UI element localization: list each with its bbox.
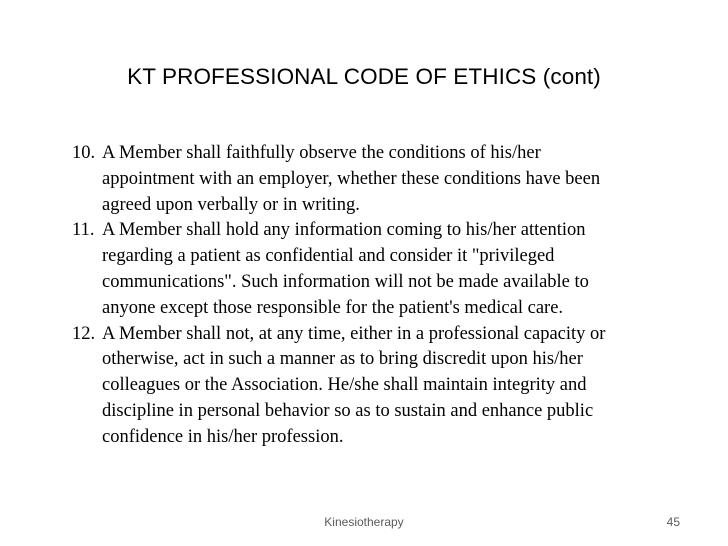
item-line: A Member shall not, at any time, either in a professional capacity or: [102, 323, 606, 344]
item-number: 10.: [72, 143, 96, 163]
item-line: colleagues or the Association. He/she shall maintain integrity and: [102, 375, 587, 396]
item-line: agreed upon verbally or in writing.: [102, 194, 360, 215]
item-number: 12.: [72, 323, 96, 344]
item-number: 11.: [72, 220, 95, 241]
item-line: anyone except those responsible for the patient's medical care.: [102, 297, 564, 318]
item-line: discipline in personal behavior so as to sustain and enhance public: [102, 400, 594, 421]
item-text: [102, 218, 672, 321]
footer-label: Kinesiotherapy: [324, 515, 404, 529]
item-line: regarding a patient as confidential and consider it "privileged: [102, 246, 555, 267]
item-line: appointment with an employer, whether these conditions have been: [102, 168, 601, 189]
page-number: 45: [666, 515, 680, 529]
item-line: otherwise, act in such a manner as to bring discredit upon his/her: [102, 349, 583, 370]
slide-title: KT PROFESSIONAL CODE OF ETHICS (cont): [127, 64, 601, 89]
item-line: confidence in his/her profession.: [102, 426, 344, 447]
list-item: [72, 322, 672, 451]
item-line: communications". Such information will not be made available to: [102, 271, 589, 292]
ethics-list: [72, 141, 672, 451]
item-line: A Member shall faithfully observe the conditions of his/her: [102, 143, 541, 163]
list-item: [72, 218, 672, 321]
item-line: A Member shall hold any information coming to his/her attention: [102, 220, 586, 241]
item-text: [102, 141, 672, 218]
list-item: [72, 141, 672, 218]
item-text: [102, 322, 672, 451]
